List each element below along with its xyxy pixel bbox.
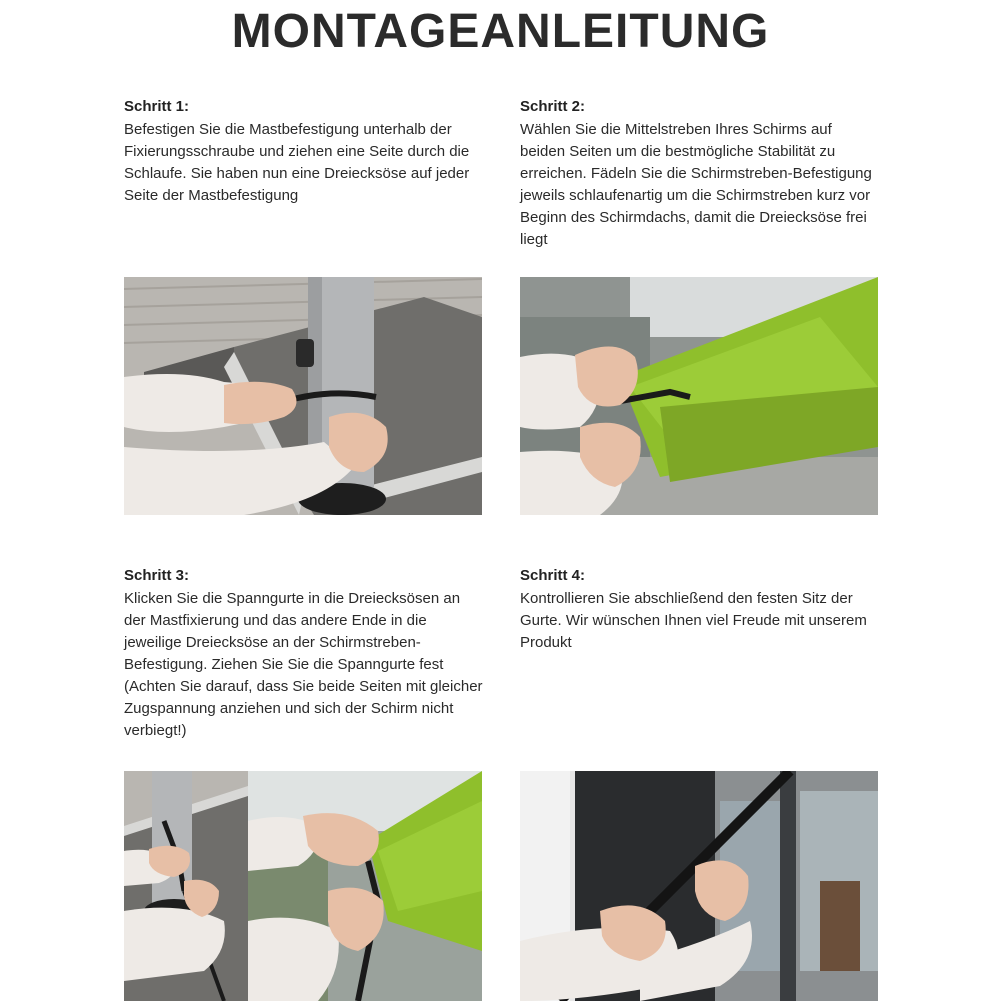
step-4-text: Kontrollieren Sie abschließend den festen Sitz der Gurte. Wir wünschen Ihnen viel Freude mit unserem Produkt xyxy=(520,590,867,651)
step-1 xyxy=(124,98,484,207)
step-2 xyxy=(520,98,880,251)
step-1-heading: Schritt 1: xyxy=(124,98,190,115)
step-2-photo xyxy=(520,277,878,515)
step-3-heading: Schritt 3: xyxy=(124,567,190,584)
step-3-photo-mast xyxy=(124,771,248,1001)
page-title: MONTAGEANLEITUNG xyxy=(231,5,770,58)
step-2-heading: Schritt 2: xyxy=(520,98,586,115)
step-4 xyxy=(520,567,880,654)
step-4-heading: Schritt 4: xyxy=(520,567,586,584)
step-3-photo-canopy xyxy=(248,771,482,1001)
step-4-photo xyxy=(520,771,878,1001)
step-2-text: Wählen Sie die Mittelstreben Ihres Schirms auf beiden Seiten um die bestmögliche Stabilität zu erreichen. Fädeln Sie die Schirmstreben-Befestigung jeweils schlaufenartig um die Schirmstreben kurz vor Beginn des Schirmdachs, damit die Dreiecksöse frei liegt xyxy=(520,121,872,248)
step-1-text: Befestigen Sie die Mastbefestigung unterhalb der Fixierungsschraube und ziehen eine Seite durch die Schlaufe. Sie haben nun eine Dreiecksöse auf jeder Seite der Mastbefestigung xyxy=(124,121,470,204)
step-3 xyxy=(124,567,484,742)
step-1-photo xyxy=(124,277,482,515)
step-3-text: Klicken Sie die Spanngurte in die Dreiecksösen an der Mastfixierung und das andere Ende in die jeweilige Dreiecksöse an der Schirmstreben-Befestigung. Ziehen Sie Sie die Spanngurte fest (Achten Sie darauf, dass Sie beide Seiten mit gleicher Zugspannung anziehen und sich der Schirm nicht verbiegt!) xyxy=(124,590,483,739)
